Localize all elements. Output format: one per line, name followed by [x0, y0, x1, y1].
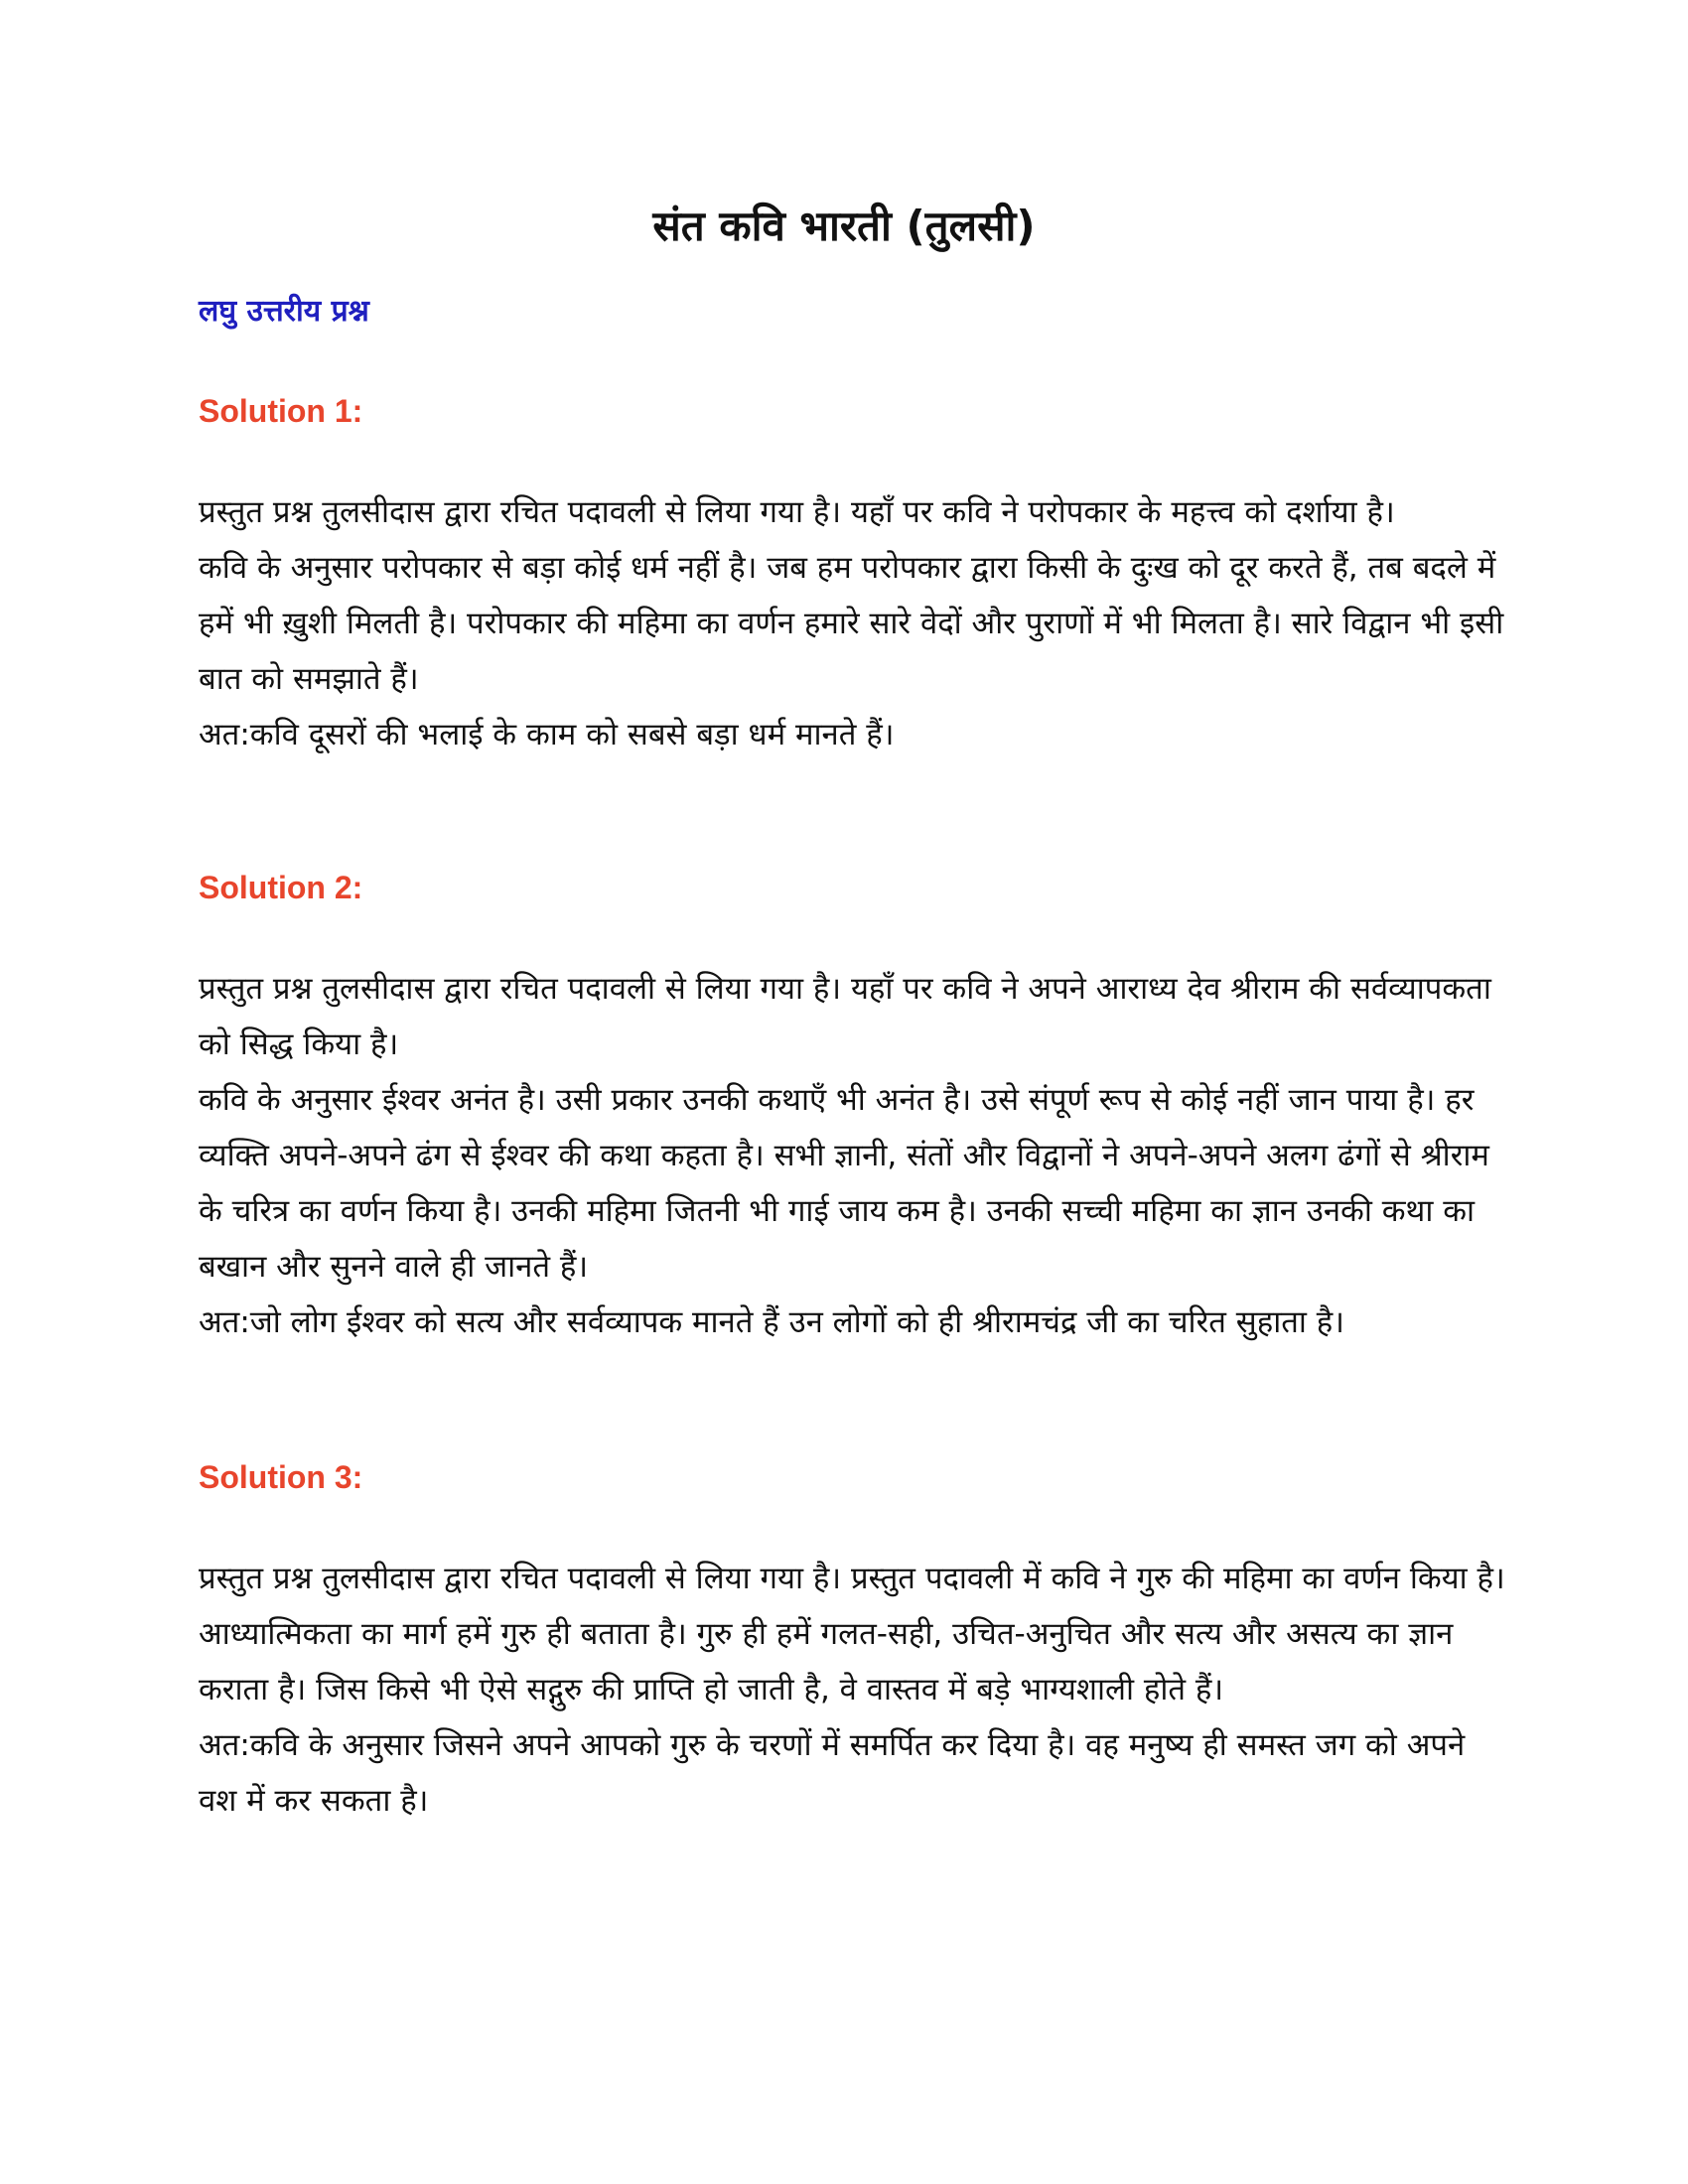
solution-1-paragraph: कवि के अनुसार परोपकार से बड़ा कोई धर्म नहीं है। जब हम परोपकार द्वारा किसी के दुःख को दूर करते हैं, तब बदले में हमें भी ख़ुशी मिलती है। परोपकार की महिमा का वर्णन हमारे सारे वेदों और पुराणों में भी मिलता है। सारे विद्वान भी इसी बात को समझाते हैं।: [199, 550, 1504, 697]
solution-3-heading: Solution 3:: [199, 1459, 363, 1495]
solution-1-conclusion: अत:कवि दूसरों की भलाई के काम को सबसे बड़ा धर्म मानते हैं।: [199, 717, 895, 752]
solution-3-body: [199, 1551, 1509, 1829]
solution-2-paragraph: कवि के अनुसार ईश्वर अनंत है। उसी प्रकार उनकी कथाएँ भी अनंत है। उसे संपूर्ण रूप से कोई नहीं जान पाया है। हर व्यक्ति अपने-अपने ढंग से ईश्वर की कथा कहता है। सभी ज्ञानी, संतों और विद्वानों ने अपने-अपने अलग ढंगों से श्रीराम के चरित्र का वर्णन किया है। उनकी महिमा जितनी भी गाई जाय कम है। उनकी सच्ची महिमा का ज्ञान उनकी कथा का बखान और सुनने वाले ही जानते हैं।: [199, 1082, 1489, 1285]
solution-3-conclusion: अत:कवि के अनुसार जिसने अपने आपको गुरु के चरणों में समर्पित कर दिया है। वह मनुष्य ही समस्त जग को अपने वश में कर सकता है।: [199, 1727, 1466, 1819]
solution-3-paragraph: प्रस्तुत प्रश्न तुलसीदास द्वारा रचित पदावली से लिया गया है। प्रस्तुत पदावली में कवि ने गुरु की महिमा का वर्णन किया है।: [199, 1561, 1505, 1596]
solution-2-body: [199, 961, 1509, 1350]
solution-2-heading: Solution 2:: [199, 870, 363, 905]
section-heading: लघु उत्तरीय प्रश्न: [199, 294, 369, 329]
solution-3-paragraph: आध्यात्मिकता का मार्ग हमें गुरु ही बताता है। गुरु ही हमें गलत-सही, उचित-अनुचित और सत्य और असत्य का ज्ञान कराता है। जिस किसे भी ऐसे सद्गुरु की प्राप्ति हो जाती है, वे वास्तव में बड़े भाग्यशाली होते हैं।: [199, 1616, 1454, 1707]
solution-1-body: [199, 484, 1509, 762]
solution-1-heading: Solution 1:: [199, 393, 363, 429]
solution-2-paragraph: प्रस्तुत प्रश्न तुलसीदास द्वारा रचित पदावली से लिया गया है। यहाँ पर कवि ने अपने आराध्य देव श्रीराम की सर्वव्यापकता को सिद्ध किया है।: [199, 971, 1491, 1062]
page-title: संत कवि भारती (तुलसी): [652, 202, 1036, 250]
solution-2-conclusion: अत:जो लोग ईश्वर को सत्य और सर्वव्यापक मानते हैं उन लोगों को ही श्रीरामचंद्र जी का चरित सुहाता है।: [199, 1304, 1344, 1340]
solution-1-paragraph: प्रस्तुत प्रश्न तुलसीदास द्वारा रचित पदावली से लिया गया है। यहाँ पर कवि ने परोपकार के महत्त्व को दर्शाया है।: [199, 494, 1395, 530]
